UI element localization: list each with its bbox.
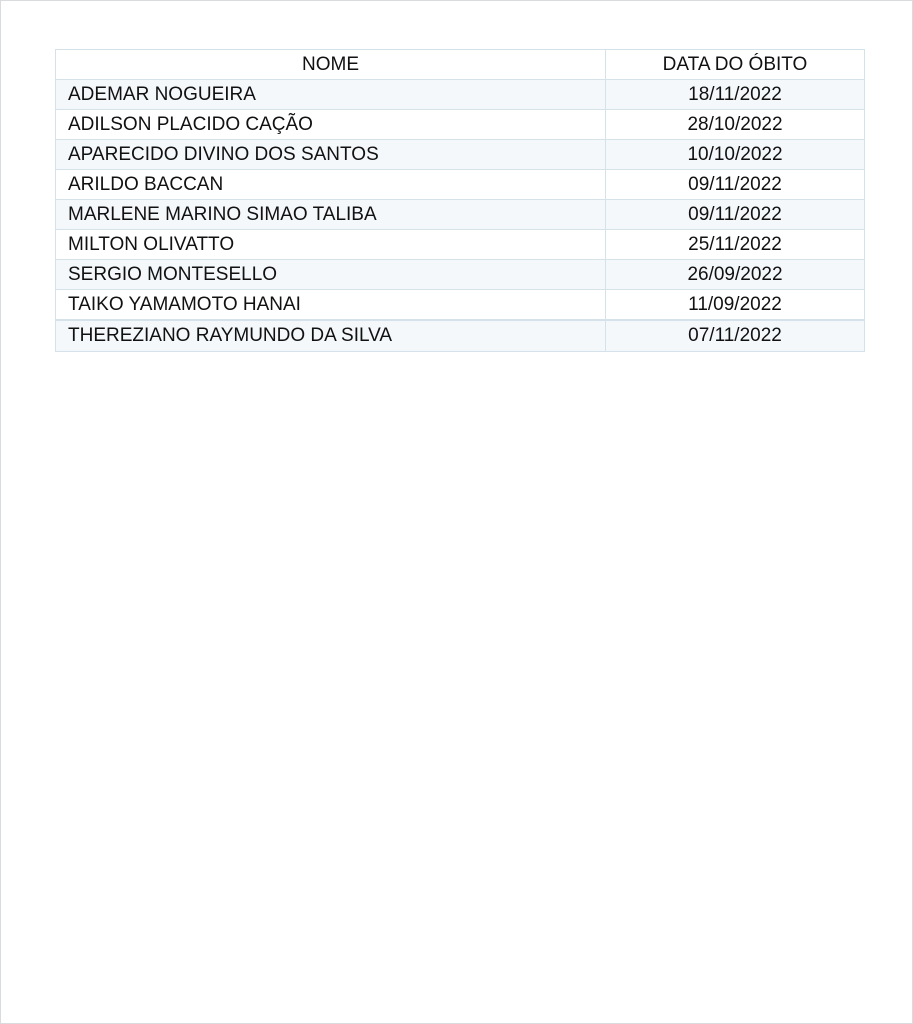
table-row bbox=[56, 200, 865, 230]
cell-date: 28/10/2022 bbox=[606, 110, 865, 140]
cell-date: 11/09/2022 bbox=[606, 290, 865, 321]
table-row bbox=[56, 140, 865, 170]
cell-date: 18/11/2022 bbox=[606, 80, 865, 110]
cell-name: ARILDO BACCAN bbox=[56, 170, 606, 200]
table-body bbox=[56, 80, 865, 352]
cell-date: 26/09/2022 bbox=[606, 260, 865, 290]
cell-name: MILTON OLIVATTO bbox=[56, 230, 606, 260]
table-row bbox=[56, 260, 865, 290]
table-row bbox=[56, 170, 865, 200]
header-row bbox=[56, 50, 865, 80]
table-row bbox=[56, 230, 865, 260]
cell-date: 10/10/2022 bbox=[606, 140, 865, 170]
table-header bbox=[56, 50, 865, 80]
cell-date: 07/11/2022 bbox=[606, 320, 865, 352]
cell-date: 09/11/2022 bbox=[606, 200, 865, 230]
obituary-table-container bbox=[55, 49, 863, 352]
table-row bbox=[56, 290, 865, 321]
cell-name: ADEMAR NOGUEIRA bbox=[56, 80, 606, 110]
cell-name: SERGIO MONTESELLO bbox=[56, 260, 606, 290]
cell-name: APARECIDO DIVINO DOS SANTOS bbox=[56, 140, 606, 170]
column-header-name: NOME bbox=[56, 50, 606, 80]
table-row bbox=[56, 80, 865, 110]
cell-name: TAIKO YAMAMOTO HANAI bbox=[56, 290, 606, 321]
table-row bbox=[56, 320, 865, 352]
cell-date: 09/11/2022 bbox=[606, 170, 865, 200]
table-row bbox=[56, 110, 865, 140]
cell-name: MARLENE MARINO SIMAO TALIBA bbox=[56, 200, 606, 230]
cell-name: ADILSON PLACIDO CAÇÃO bbox=[56, 110, 606, 140]
cell-date: 25/11/2022 bbox=[606, 230, 865, 260]
cell-name: THEREZIANO RAYMUNDO DA SILVA bbox=[56, 320, 606, 352]
obituary-table bbox=[55, 49, 865, 352]
column-header-date: DATA DO ÓBITO bbox=[606, 50, 865, 80]
